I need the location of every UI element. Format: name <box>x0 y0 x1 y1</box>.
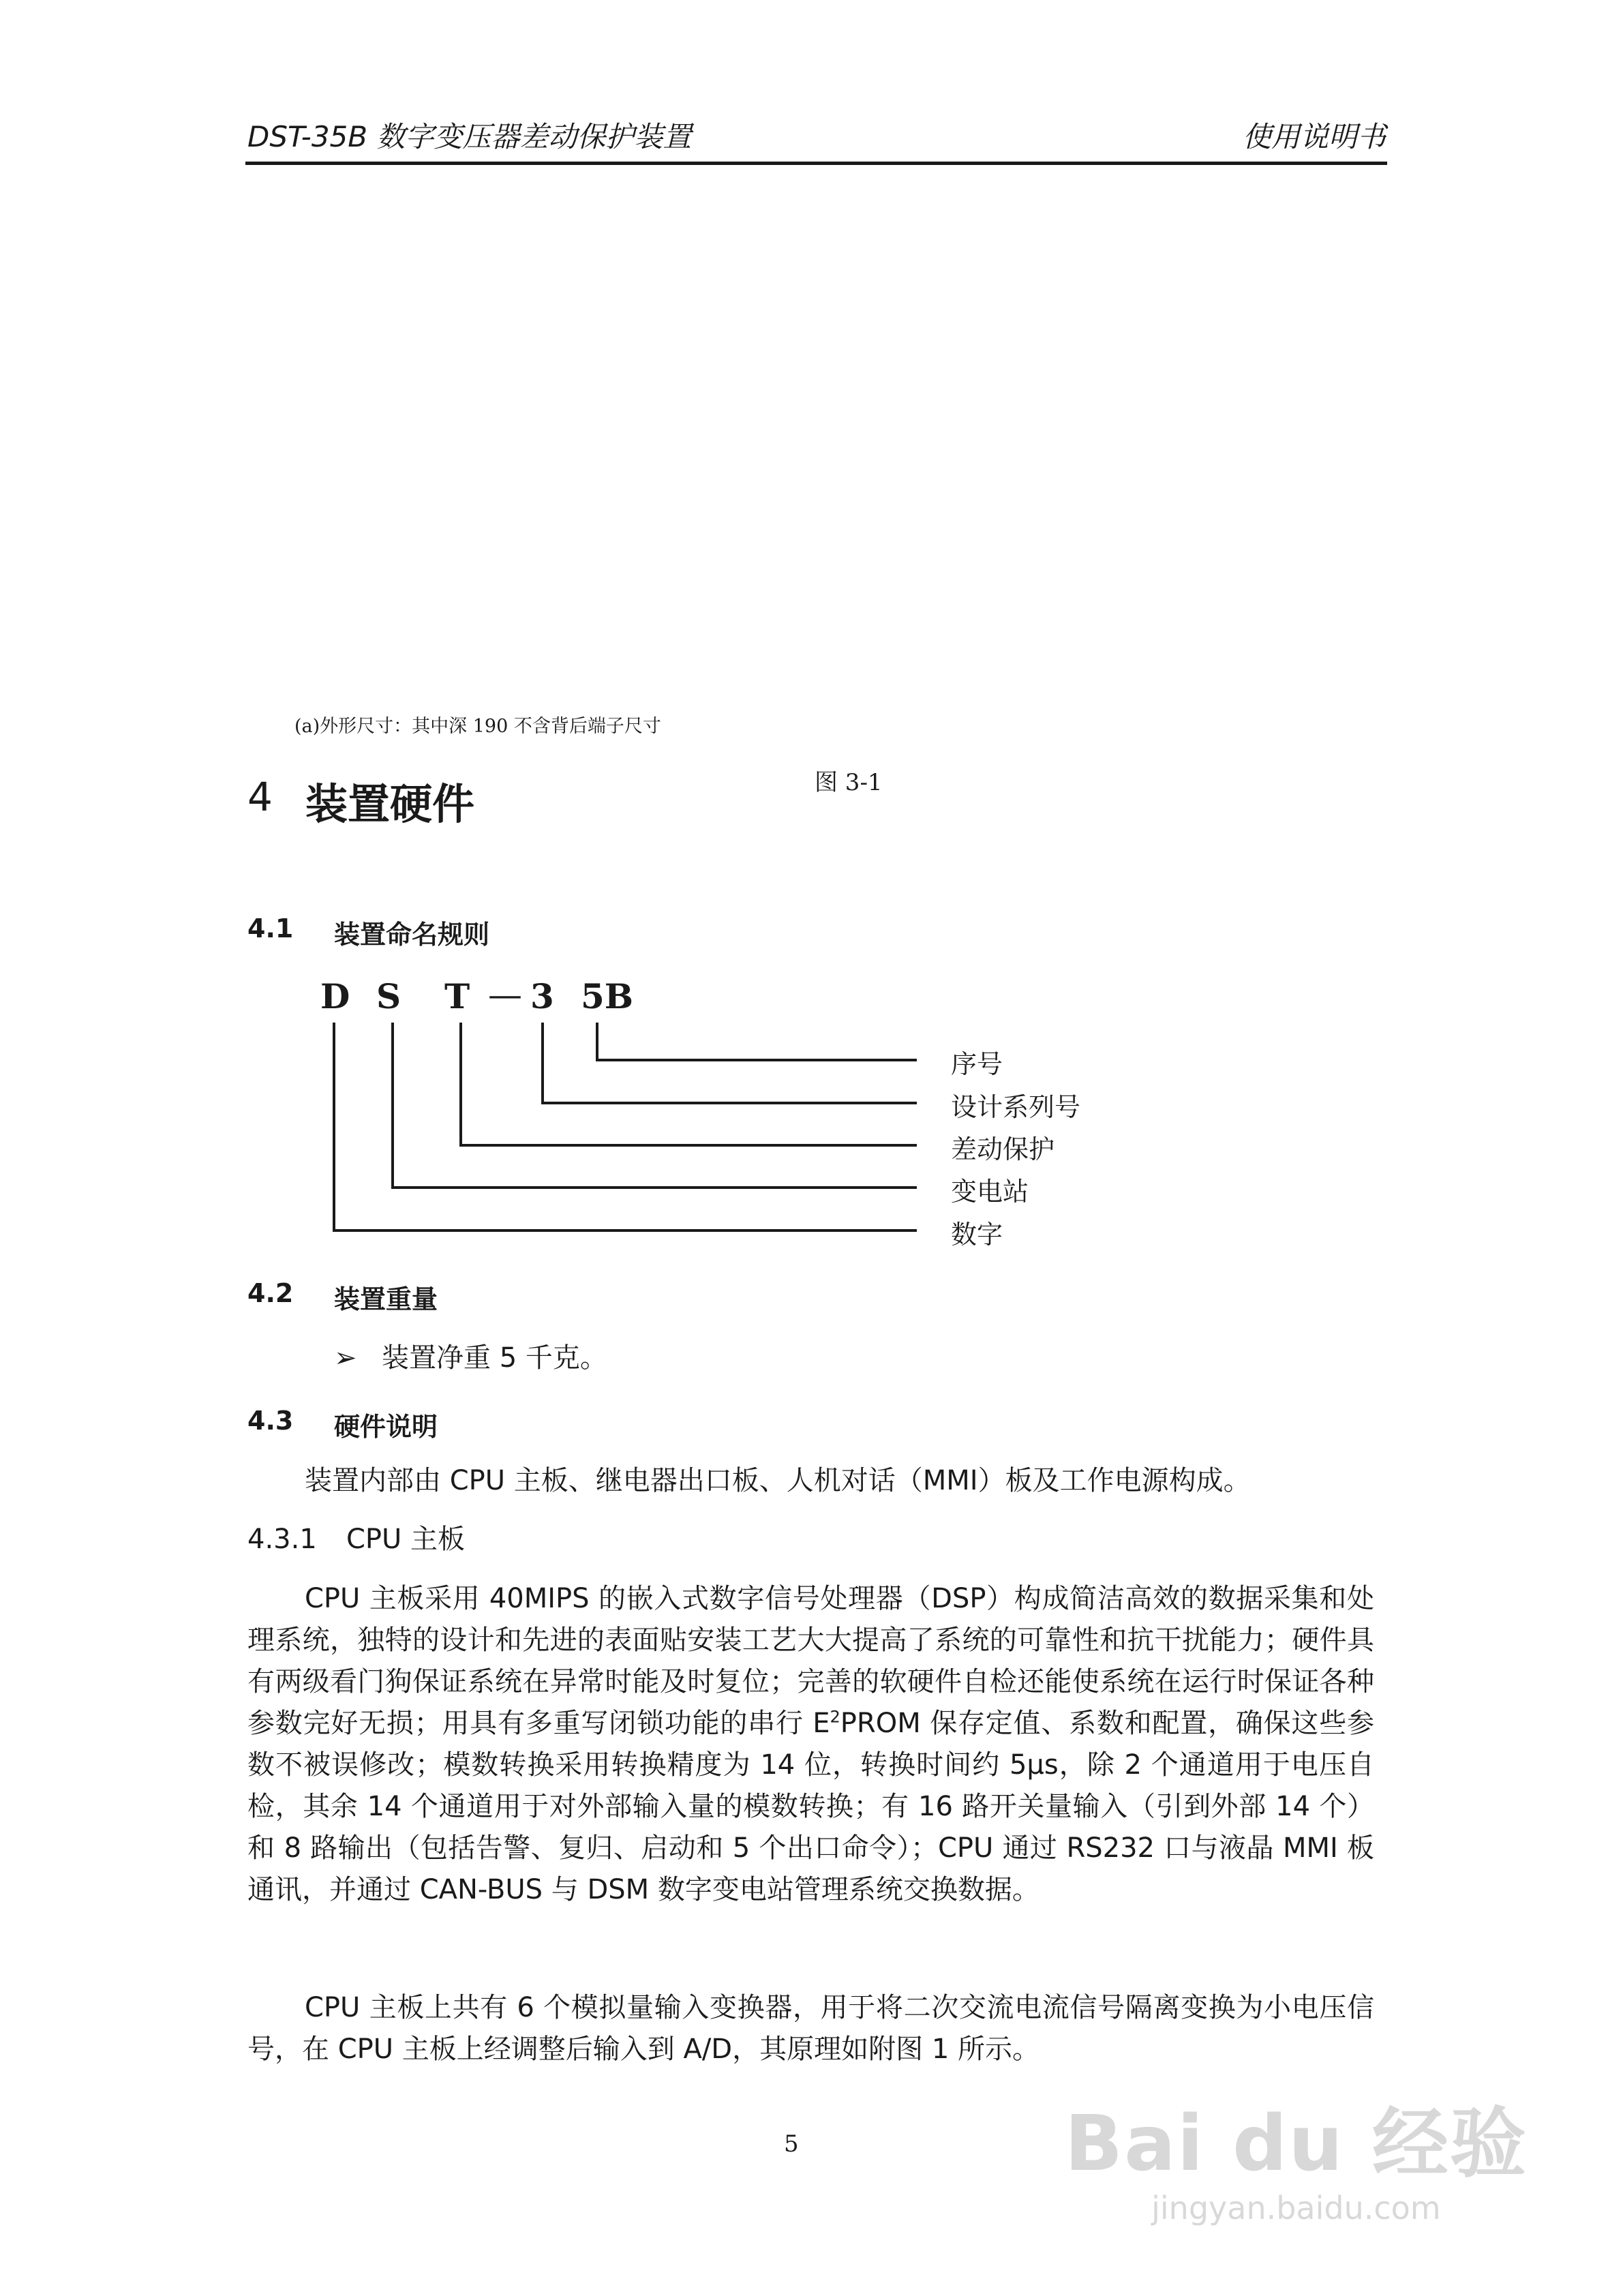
connector-d <box>334 1023 917 1230</box>
figure-caption: (a)外形尺寸：其中深 190 不含背后端子尺寸 <box>294 716 661 737</box>
weight-bullet-text: 装置净重 5 千克。 <box>382 1342 607 1374</box>
connector-5b <box>597 1023 917 1060</box>
header-manual-label: 使用说明书 <box>1242 120 1386 153</box>
chapter-number: 4 <box>247 774 273 820</box>
hardware-intro-paragraph: 装置内部由 CPU 主板、继电器出口板、人机对话（MMI）板及工作电源构成。 <box>305 1465 1251 1496</box>
section-4-3-number: 4.3 <box>247 1406 294 1436</box>
naming-label-design-series: 设计系列号 <box>951 1092 1081 1122</box>
code-letter-5b: 5B <box>581 976 634 1016</box>
code-letter-3: 3 <box>530 976 554 1016</box>
header-document-title: DST-35B 数字变压器差动保护装置 <box>247 120 692 153</box>
chapter-title: 装置硬件 <box>305 779 475 829</box>
code-dash: — <box>488 975 522 1014</box>
section-4-3-1-number: 4.3.1 <box>247 1524 317 1555</box>
page-number: 5 <box>784 2130 799 2158</box>
code-letter-s: S <box>376 976 401 1016</box>
section-4-2-title: 装置重量 <box>334 1284 438 1314</box>
weight-bullet-marker: ➢ <box>334 1342 357 1374</box>
section-4-3-1-title: CPU 主板 <box>346 1524 466 1555</box>
section-4-1-number: 4.1 <box>247 913 294 943</box>
figure-label: 图 3-1 <box>815 769 883 796</box>
baidu-jingyan-watermark <box>1065 2083 1528 2226</box>
naming-label-serial: 序号 <box>951 1049 1003 1079</box>
section-4-3-title: 硬件说明 <box>334 1412 438 1442</box>
connector-s <box>393 1023 917 1188</box>
connector-t <box>461 1023 917 1145</box>
code-letter-t: T <box>444 976 470 1016</box>
cpu-board-paragraph-1 <box>247 1578 1374 1911</box>
cpu-para1-superscript: 2 <box>830 1707 840 1727</box>
cpu-para1-part1: CPU 主板采用 40MIPS 的嵌入式数字信号处理器（DSP）构成简洁高效的数据采集和处理系统，独特的设计和先进的表面贴安装工艺大大提高了系统的可靠性和抗干扰能力；硬件具有两级看门狗保证系统在异常时能及时复位；完善的软硬件自检还能使系统在运行时保证各种参数完好无损；用具有多重写闭锁功能的串行 E <box>247 1583 1374 1739</box>
connector-3 <box>543 1023 917 1103</box>
cpu-board-paragraph-2: CPU 主板上共有 6 个模拟量输入变换器，用于将二次交流电流信号隔离变换为小电压信号，在 CPU 主板上经调整后输入到 A/D，其原理如附图 1 所示。 <box>247 1992 1374 2065</box>
cpu-para1-part2: PROM 保存定值、系数和配置，确保这些参数不被误修改；模数转换采用转换精度为 14 位，转换时间约 5μs，除 2 个通道用于电压自检，其余 14 个通道用于对外部输入量的模数转换；有 16 路开关量输入（引到外部 14 个）和 8 路输出（包括告警、复归、启动和 5 个出口命令）；CPU 通过 RS232 口与液晶 MMI 板通讯，并通过 CAN-BUS 与 DSM 数字变电站管理系统交换数据。 <box>247 1708 1375 1905</box>
naming-label-differential: 差动保护 <box>951 1134 1055 1164</box>
naming-label-digital: 数字 <box>951 1220 1003 1250</box>
section-4-2-number: 4.2 <box>247 1278 294 1308</box>
naming-label-substation: 变电站 <box>951 1177 1029 1207</box>
header-rule <box>245 162 1387 165</box>
section-4-1-title: 装置命名规则 <box>334 920 490 950</box>
watermark-brand: Bai du 经验 <box>1064 2100 1528 2188</box>
code-letter-d: D <box>320 976 350 1016</box>
watermark-url: jingyan.baidu.com <box>1151 2190 1441 2226</box>
